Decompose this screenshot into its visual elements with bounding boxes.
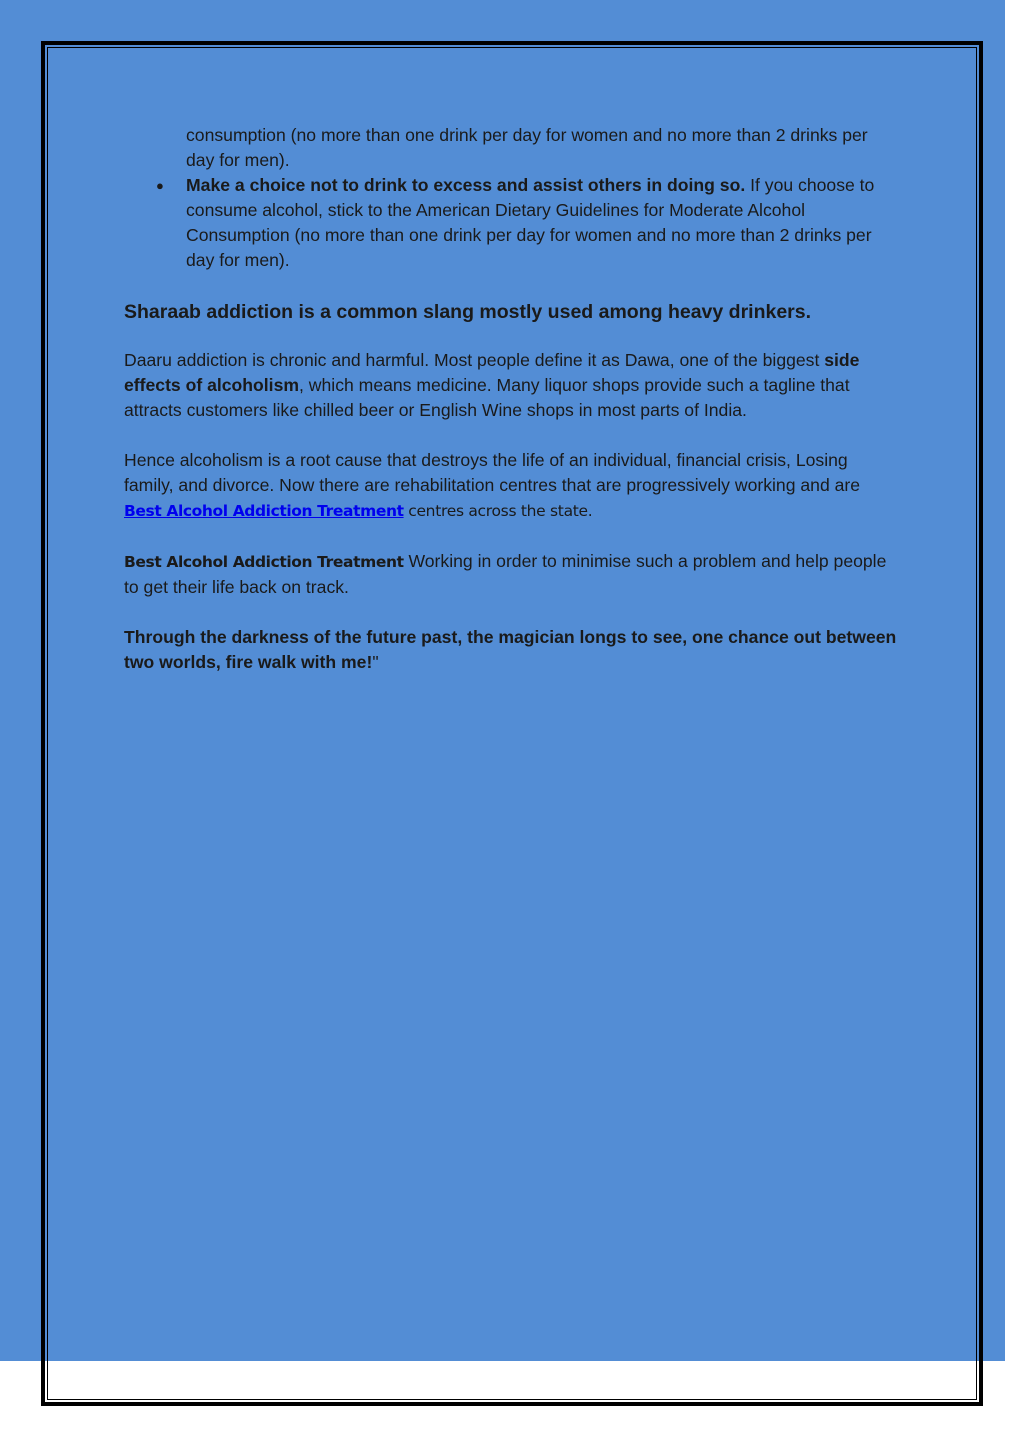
paragraph-text: Hence alcoholism is a root cause that destroys the life of an individual, financial crisis, Losing family, and divorce. Now there are rehabilitation centres that are progressively working and are <box>124 450 861 495</box>
paragraph-best <box>124 549 899 600</box>
list-item-continuation <box>186 123 899 173</box>
paragraph-text: , which means medicine. Many liquor shops provide such a tagline that attracts customers like chilled beer or English Wine shops in most parts of India. <box>124 375 850 420</box>
paragraph-bold-text: Best Alcohol Addiction Treatment <box>124 553 404 571</box>
paragraph-text: Working in order to minimise such a problem and help people to get their life back on track. <box>124 551 887 597</box>
quote-paragraph <box>124 625 899 675</box>
paragraph-bold-text: side effects of alcoholism <box>124 350 860 395</box>
bullet-list <box>124 123 899 273</box>
list-item-text: consumption (no more than one drink per day for women and no more than 2 drinks per day for men). <box>186 125 868 170</box>
quote-mark: " <box>372 652 379 672</box>
quote-text: Through the darkness of the future past, the magician longs to see, one chance out between two worlds, fire walk with me! <box>124 627 897 672</box>
document-content <box>124 123 899 675</box>
list-item-text: If you choose to consume alcohol, stick to the American Dietary Guidelines for Moderate Alcohol Consumption (no more than one drink per day for women and no more than 2 drinks per day for men). <box>186 175 875 270</box>
treatment-link[interactable]: Best Alcohol Addiction Treatment <box>124 502 404 520</box>
section-heading: Sharaab addiction is a common slang mostly used among heavy drinkers. <box>124 301 812 323</box>
list-item <box>156 173 899 273</box>
paragraph-text: Daaru addiction is chronic and harmful. Most people define it as Dawa, one of the biggest <box>124 350 825 370</box>
paragraph-hence <box>124 448 899 524</box>
paragraph-daaru <box>124 348 899 423</box>
list-item-bold-text: Make a choice not to drink to excess and assist others in doing so. <box>186 175 746 195</box>
paragraph-text: centres across the state. <box>403 502 593 520</box>
bullet-icon: ● <box>156 178 164 193</box>
